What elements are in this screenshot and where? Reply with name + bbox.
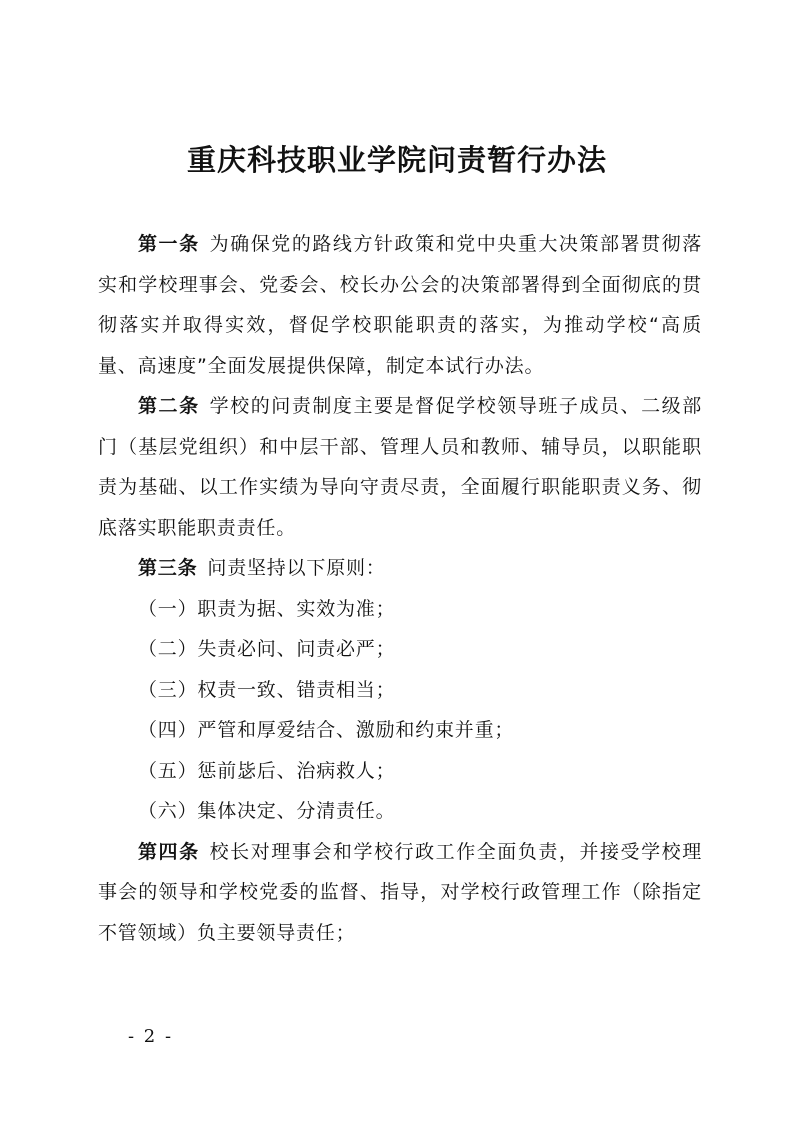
principle-2: （二）失责必问、问责必严； <box>138 638 396 660</box>
article-4-label: 第四条 <box>138 840 200 863</box>
article-4-text: 校长对理事会和学校行政工作全面负责，并接受学校理事会的领导和学校党委的监督、指导，对学校行政管理工作（除指定不管领域）负主要领导责任； <box>98 840 702 944</box>
principle-3: （三）权责一致、错责相当； <box>138 678 396 701</box>
principle-6: （六）集体决定、分清责任。 <box>138 800 396 822</box>
page-number: - 2 - <box>128 1026 174 1047</box>
article-4 <box>98 832 702 954</box>
article-3 <box>98 548 702 589</box>
principle-4: （四）严管和厚爱结合、激励和约束并重； <box>138 719 515 741</box>
document-body <box>98 224 702 953</box>
principle-1: （一）职责为据、实效为准； <box>138 597 396 620</box>
article-2-label: 第二条 <box>138 395 200 417</box>
article-2-text: 学校的问责制度主要是督促学校领导班子成员、二级部门（基层党组织）和中层干部、管理人员和教师、辅导员，以职能职责为基础、以工作实绩为导向守责尽责，全面履行职能职责义务、彻底落实职能职责责任。 <box>98 395 702 539</box>
article-1 <box>98 224 702 386</box>
article-3-text: 问责坚持以下原则： <box>207 557 386 579</box>
principle-5: （五）惩前毖后、治病救人； <box>138 759 396 782</box>
document-title: 重庆科技职业学院问责暂行办法 <box>186 143 607 177</box>
article-1-label: 第一条 <box>138 233 200 255</box>
article-2 <box>98 386 702 548</box>
article-3-label: 第三条 <box>138 557 198 579</box>
article-1-text: 为确保党的路线方针政策和党中央重大决策部署贯彻落实和学校理事会、党委会、校长办公会的决策部署得到全面彻底的贯彻落实并取得实效，督促学校职能职责的落实，为推动学校“高质量、高速度”全面发展提供保障，制定本试行办法。 <box>98 233 702 377</box>
